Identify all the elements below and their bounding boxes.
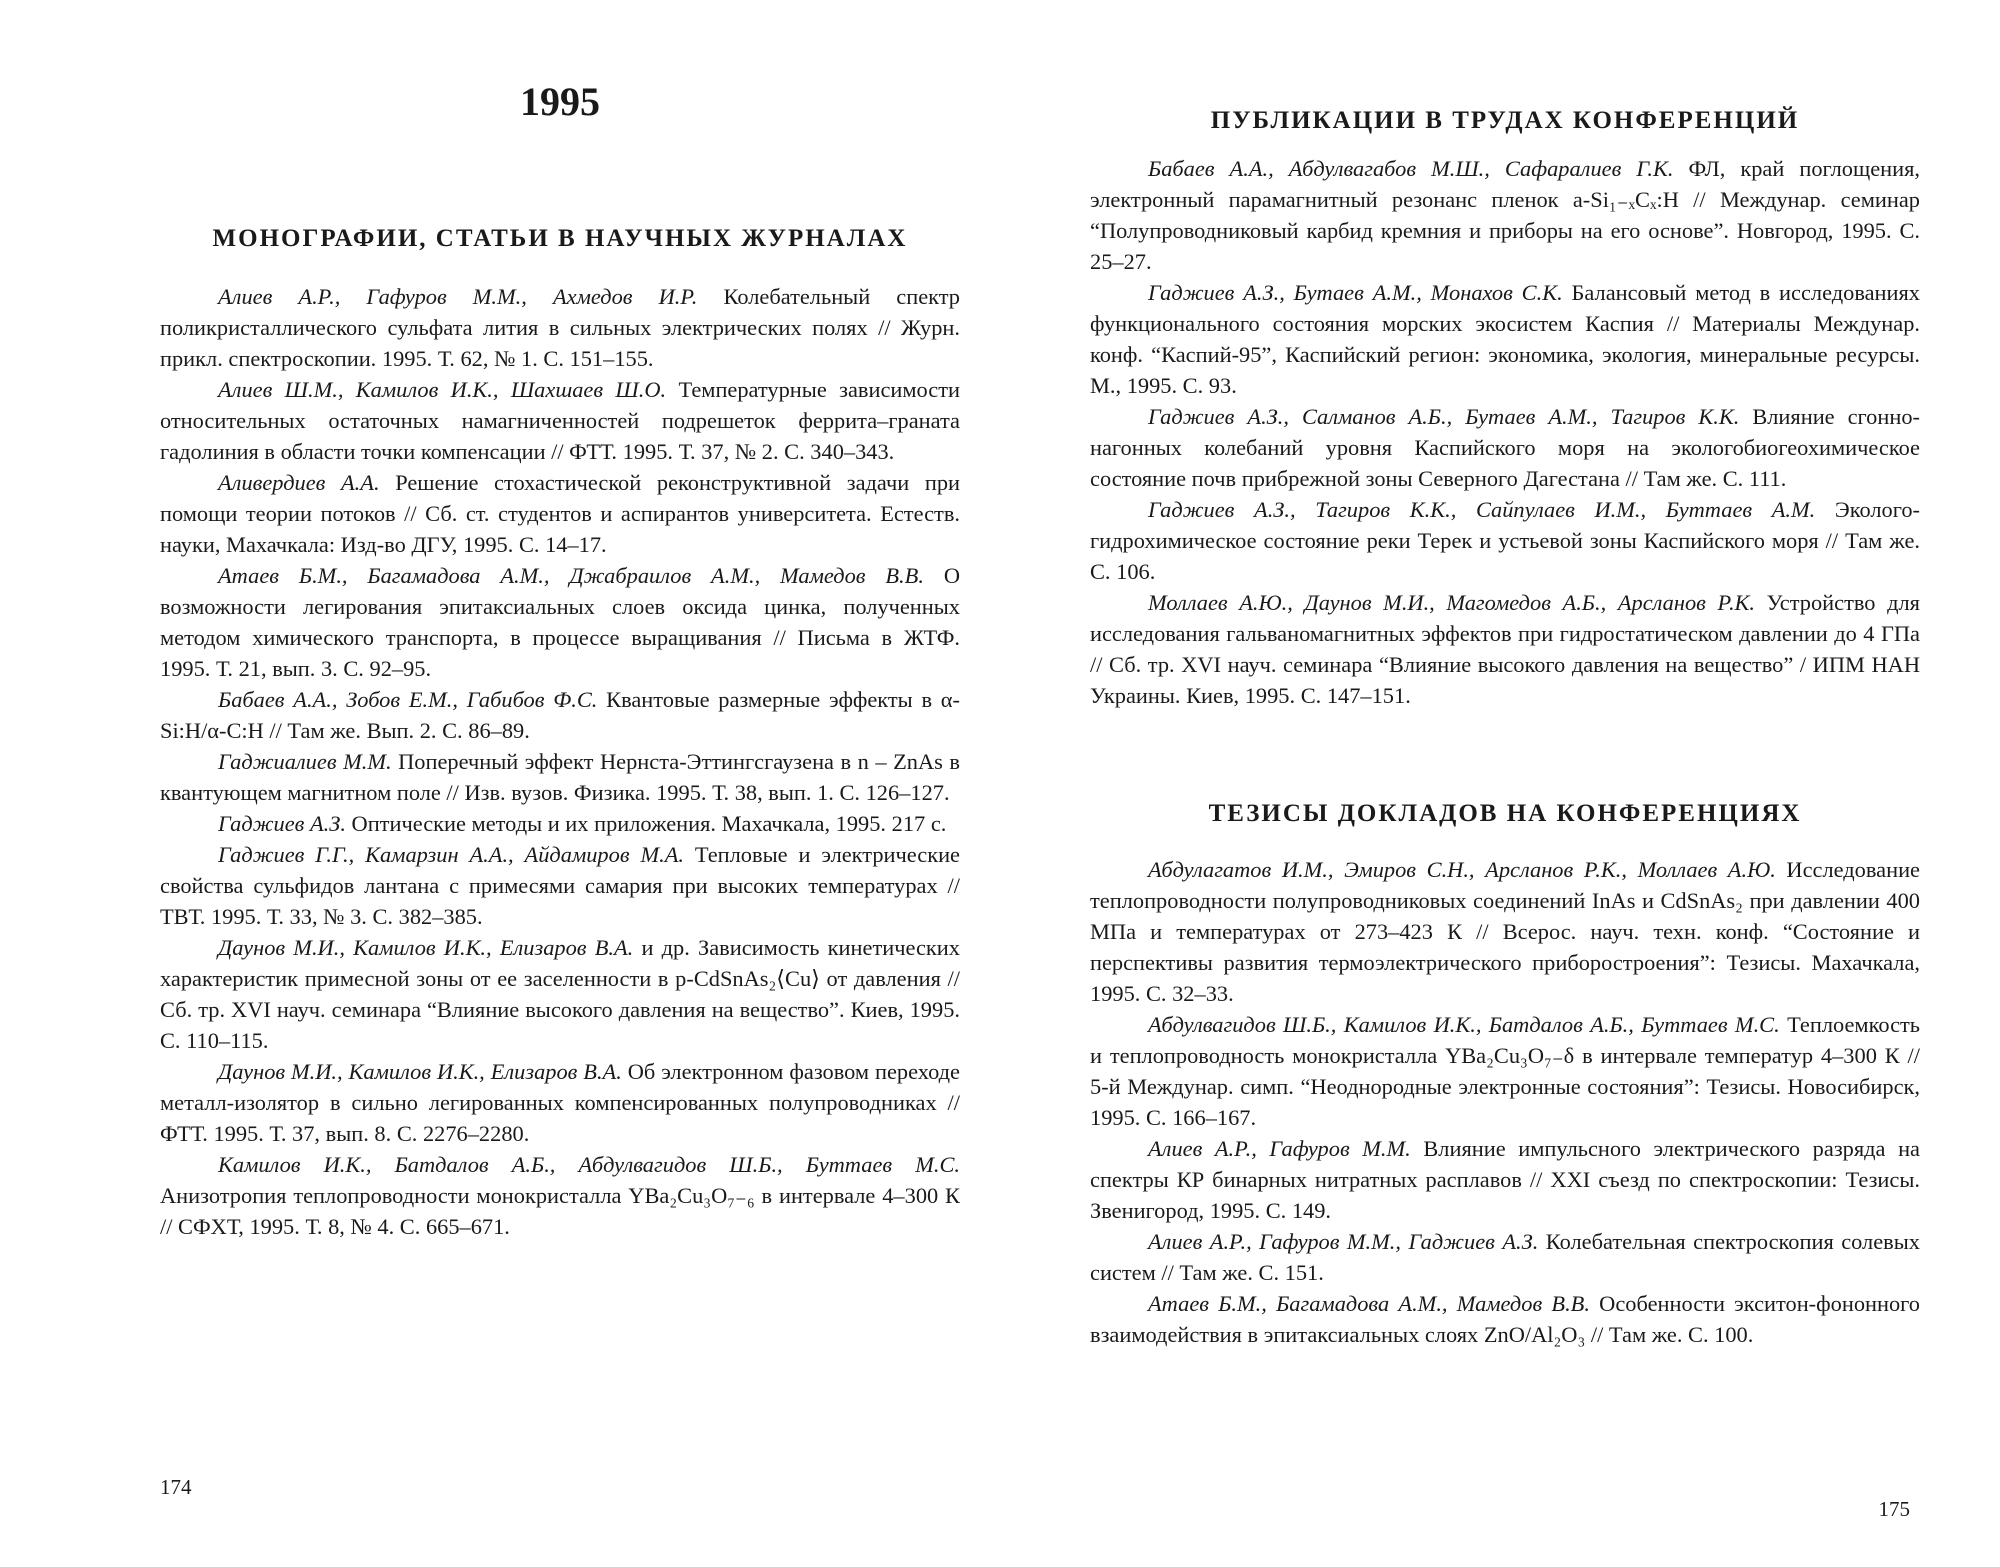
page-number-right: 175 bbox=[1878, 1497, 1910, 1521]
entry-authors: Гаджиев Г.Г., Камарзин А.А., Айдамиров М.А. bbox=[218, 842, 684, 867]
bibliography-entry bbox=[1090, 854, 1920, 1009]
bibliography-entry bbox=[1090, 153, 1920, 277]
section-title-conference-proceedings: ПУБЛИКАЦИИ В ТРУДАХ КОНФЕРЕНЦИЙ bbox=[1210, 107, 1800, 134]
bibliography-entry bbox=[1090, 1288, 1920, 1350]
page-number-left: 174 bbox=[160, 1475, 192, 1499]
entry-text: Оптические методы и их приложения. Махачкала, 1995. 217 с. bbox=[345, 811, 947, 836]
entry-authors: Гаджиалиев М.М. bbox=[218, 749, 392, 774]
bibliography-entry bbox=[160, 808, 960, 839]
bibliography-entry bbox=[1090, 1226, 1920, 1288]
entry-text: Колебательный спектр поликристаллического сульфата лития в сильных электрических полях // Журн. прикл. спектроскопии. 1995. Т. 62, № 1. С. 151–155. bbox=[160, 284, 960, 371]
entry-authors: Атаев Б.М., Багамадова А.М., Мамедов В.В. bbox=[1148, 1291, 1590, 1316]
entry-text: Устройство для исследования гальваномагнитных эффектов при гидростатическом давлении до 4 ГПа // Сб. тр. XVI науч. семинара “Влияние высокого давления на вещество” / ИПМ НАН Украины. Киев, 1995. С. 147–151. bbox=[1090, 590, 1920, 708]
entry-authors: Алиев А.Р., Гафуров М.М., Гаджиев А.З. bbox=[1148, 1229, 1539, 1254]
entry-authors: Даунов М.И., Камилов И.К., Елизаров В.А. bbox=[218, 1059, 622, 1084]
entry-text: Тепловые и электрические свойства сульфидов лантана с примесями самария при высоких температурах // ТВТ. 1995. Т. 33, № 3. С. 382–385. bbox=[160, 842, 960, 929]
section-title-conference-abstracts: ТЕЗИСЫ ДОКЛАДОВ НА КОНФЕРЕНЦИЯХ bbox=[1208, 800, 1802, 827]
entry-text: О возможности легирования эпитаксиальных слоев оксида цинка, полученных методом химического транспорта, в процессе выращивания // Письма в ЖТФ. 1995. Т. 21, вып. 3. С. 92–95. bbox=[160, 563, 960, 681]
conference-abstracts-list bbox=[1090, 854, 1920, 1350]
bibliography-entry bbox=[1090, 277, 1920, 401]
section-title-monographs: МОНОГРАФИИ, СТАТЬИ В НАУЧНЫХ ЖУРНАЛАХ bbox=[212, 225, 908, 252]
entry-text: Колебательная спектроскопия солевых систем // Там же. С. 151. bbox=[1090, 1229, 1920, 1285]
entry-text: Решение стохастической реконструктивной задачи при помощи теории потоков // Сб. ст. студентов и аспирантов университета. Естеств. науки, Махачкала: Изд-во ДГУ, 1995. С. 14–17. bbox=[160, 470, 960, 557]
bibliography-entry bbox=[1090, 1009, 1920, 1133]
entry-authors: Гаджиев А.З., Бутаев А.М., Монахов С.К. bbox=[1148, 280, 1563, 305]
entry-text: ФЛ, край поглощения, электронный парамагнитный резонанс пленок a-Si₁₋ₓCₓ:H // Междунар. семинар “Полупроводниковый карбид кремния и приборы на его основе”. Новгород, 1995. С. 25–27. bbox=[1090, 156, 1921, 274]
entry-text: и др. Зависимость кинетических характеристик примесной зоны от ее заселенности в p-CdSnAs₂⟨Cu⟩ от давления // Сб. тр. XVI науч. семинара “Влияние высокого давления на вещество”. Киев, 1995. С. 110–115. bbox=[160, 935, 960, 1053]
bibliography-entry bbox=[160, 1149, 960, 1242]
entry-authors: Камилов И.К., Батдалов А.Б., Абдулвагидов Ш.Б., Буттаев М.С. bbox=[218, 1152, 960, 1177]
entry-authors: Алиев А.Р., Гафуров М.М. bbox=[1148, 1136, 1411, 1161]
entry-authors: Аливердиев А.А. bbox=[218, 470, 380, 495]
bibliography-entry bbox=[160, 839, 960, 932]
entry-text: Особенности экситон-фононного взаимодействия в эпитаксиальных слоях ZnO/Al₂O₃ // Там же. С. 100. bbox=[1090, 1291, 1920, 1347]
entry-text: Квантовые размерные эффекты в α-Si:H/α-C:H // Там же. Вып. 2. С. 86–89. bbox=[160, 687, 960, 743]
bibliography-entry bbox=[1090, 587, 1920, 711]
bibliography-entry bbox=[1090, 1133, 1920, 1226]
entry-text: Анизотропия теплопроводности монокристалла YBa₂Cu₃O₇₋₆ в интервале 4–300 К // СФХТ, 1995. Т. 8, № 4. С. 665–671. bbox=[160, 1183, 960, 1239]
bibliography-entry bbox=[160, 932, 960, 1056]
bibliography-entry bbox=[160, 684, 960, 746]
right-page bbox=[1090, 0, 1921, 1521]
bibliography-entry bbox=[1090, 494, 1920, 587]
entry-authors: Алиев А.Р., Гафуров М.М., Ахмедов И.Р. bbox=[218, 284, 698, 309]
entry-authors: Гаджиев А.З. bbox=[218, 811, 346, 836]
bibliography-entry bbox=[160, 560, 960, 684]
conference-proceedings-list bbox=[1090, 153, 1920, 711]
entry-authors: Моллаев А.Ю., Даунов М.И., Магомедов А.Б., Арсланов Р.К. bbox=[1148, 590, 1756, 615]
entry-authors: Абдулагатов И.М., Эмиров С.Н., Арсланов Р.К., Моллаев А.Ю. bbox=[1148, 857, 1776, 882]
bibliography-entry bbox=[1090, 401, 1920, 494]
left-page bbox=[160, 0, 960, 1499]
entry-authors: Даунов М.И., Камилов И.К., Елизаров В.А. bbox=[218, 935, 634, 960]
entry-text: Поперечный эффект Нернста-Эттингсгаузена в n – ZnAs в квантующем магнитном поле // Изв. вузов. Физика. 1995. Т. 38, вып. 1. С. 126–127. bbox=[160, 749, 960, 805]
entry-text: Об электронном фазовом переходе металл-изолятор в сильно легированных компенсированных полупроводниках // ФТТ. 1995. Т. 37, вып. 8. С. 2276–2280. bbox=[160, 1059, 960, 1146]
entry-authors: Алиев Ш.М., Камилов И.К., Шахшаев Ш.О. bbox=[218, 377, 667, 402]
entry-authors: Атаев Б.М., Багамадова А.М., Джабраилов А.М., Мамедов В.В. bbox=[218, 563, 924, 588]
entry-authors: Бабаев А.А., Абдулвагабов М.Ш., Сафаралиев Г.К. bbox=[1148, 156, 1674, 181]
entry-text: Теплоемкость и теплопроводность монокристалла YBa₂Cu₃O₇₋δ в интервале температур 4–300 К // 5-й Междунар. симп. “Неоднородные электронные состояния”: Тезисы. Новосибирск, 1995. С. 166–167. bbox=[1090, 1012, 1921, 1130]
entry-text: Эколого- гидрохимическое состояние реки Терек и устьевой зоны Каспийского моря // Там же. С. 106. bbox=[1090, 497, 1920, 584]
entry-authors: Гаджиев А.З., Тагиров К.К., Сайпулаев И.М., Буттаев А.М. bbox=[1148, 497, 1816, 522]
monographs-list bbox=[160, 281, 960, 1242]
bibliography-entry bbox=[160, 1056, 960, 1149]
entry-text: Температурные зависимости относительных остаточных намагниченностей подрешеток феррита–граната гадолиния в области точки компенсации // ФТТ. 1995. Т. 37, № 2. С. 340–343. bbox=[160, 377, 960, 464]
entry-authors: Гаджиев А.З., Салманов А.Б., Бутаев А.М., Тагиров К.К. bbox=[1148, 404, 1740, 429]
entry-text: Балансовый метод в исследованиях функционального состояния морских экосистем Каспия // Материалы Междунар. конф. “Каспий-95”, Каспийский регион: экономика, экология, минеральные ресурсы. М., 1995. С. 93. bbox=[1090, 280, 1920, 398]
bibliography-entry bbox=[160, 374, 960, 467]
bibliography-entry bbox=[160, 467, 960, 560]
entry-text: Влияние импульсного электрического разряда на спектры КР бинарных нитратных расплавов // XXI съезд по спектроскопии: Тезисы. Звенигород, 1995. С. 149. bbox=[1090, 1136, 1920, 1223]
entry-authors: Бабаев А.А., Зобов Е.М., Габибов Ф.С. bbox=[218, 687, 598, 712]
entry-text: Исследование теплопроводности полупроводниковых соединений InAs и CdSnAs₂ при давлении 400 МПа и температурах от 273–423 К // Всерос. науч. техн. конф. “Состояние и перспективы развития термоэлектрического приборостроения”: Тезисы. Махачкала, 1995. С. 32–33. bbox=[1090, 857, 1920, 1006]
entry-text: Влияние сгонно- нагонных колебаний уровня Каспийского моря на экологобиогеохимическое состояние почв прибрежной зоны Северного Дагестана // Там же. С. 111. bbox=[1090, 404, 1920, 491]
entry-authors: Абдулвагидов Ш.Б., Камилов И.К., Батдалов А.Б., Буттаев М.С. bbox=[1148, 1012, 1780, 1037]
bibliography-entry bbox=[160, 281, 960, 374]
bibliography-entry bbox=[160, 746, 960, 808]
year-heading: 1995 bbox=[520, 79, 600, 124]
